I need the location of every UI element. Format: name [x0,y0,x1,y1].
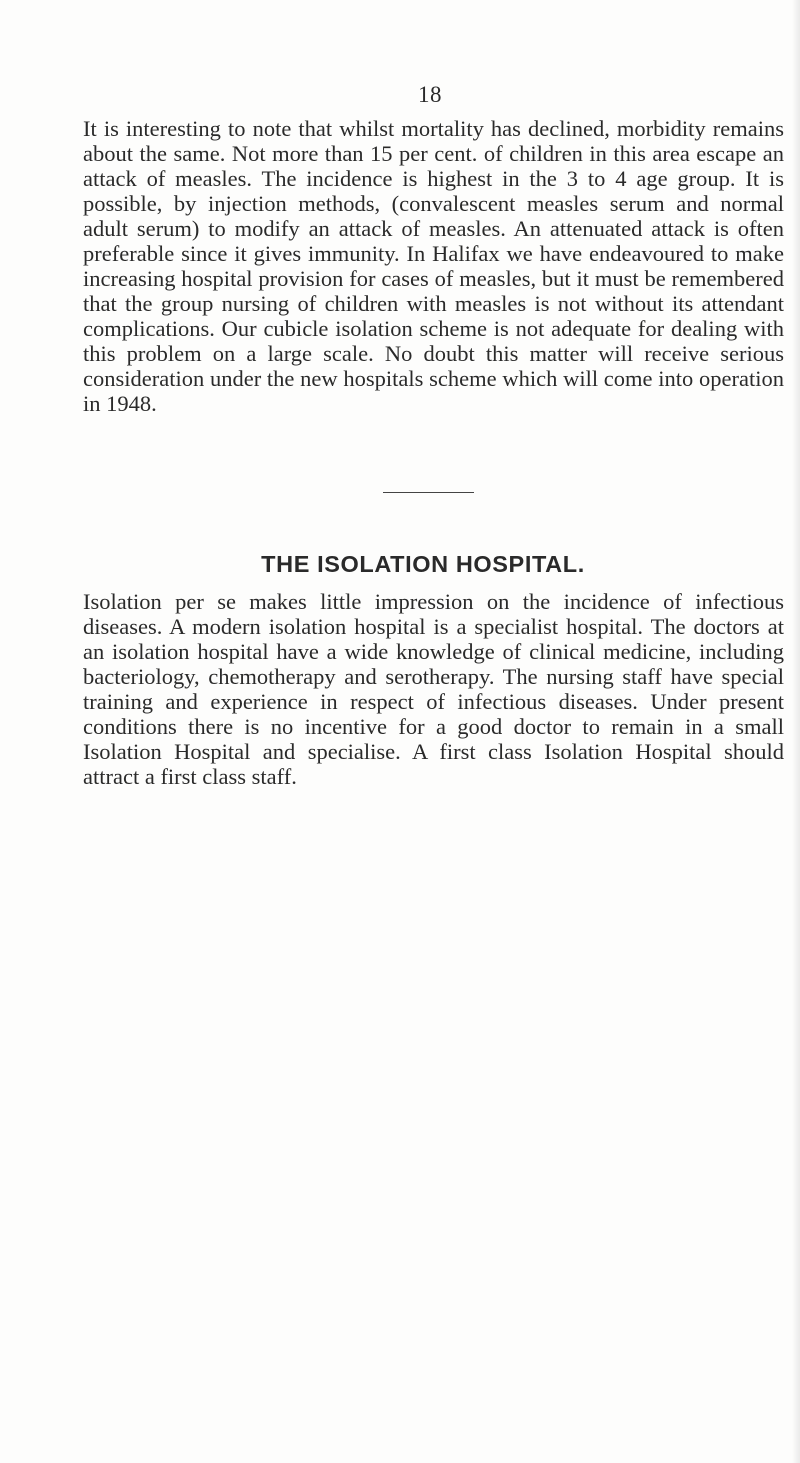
section-heading: THE ISOLATION HOSPITAL. [261,551,585,577]
measles-paragraph: It is interesting to note that whilst mortality has declined, morbidity remains about the same. Not more than 15 per cent. of children in this area escape an attack of measles. The incidence is highest in the 3 to 4 age group. It is possible, by injection methods, (convalescent measles serum and normal adult serum) to modify an attack of measles. An attenuated attack is often preferable since it gives immunity. In Halifax we have endeavoured to make increasing hospital provision for cases of measles, but it must be remembered that the group nursing of children with measles is not without its attendant complications. Our cubicle isolation scheme is not adequate for dealing with this problem on a large scale. No doubt this matter will receive serious consideration under the new hospitals scheme which will come into operation in 1948. [83,116,784,416]
isolation-hospital-paragraph: Isolation per se makes little impression on the incidence of infectious diseases. A modern isolation hospital is a specialist hospital. The doctors at an isolation hospital have a wide knowledge of clinical medicine, including bacteriology, chemotherapy and serotherapy. The nursing staff have special training and experience in respect of infectious diseases. Under present conditions there is no incentive for a good doctor to remain in a small Isolation Hospital and specialise. A first class Isolation Hospital should attract a first class staff. [83,589,784,789]
page-edge-shadow [792,0,800,1463]
section-divider [383,492,474,493]
page-number: 18 [418,82,442,107]
